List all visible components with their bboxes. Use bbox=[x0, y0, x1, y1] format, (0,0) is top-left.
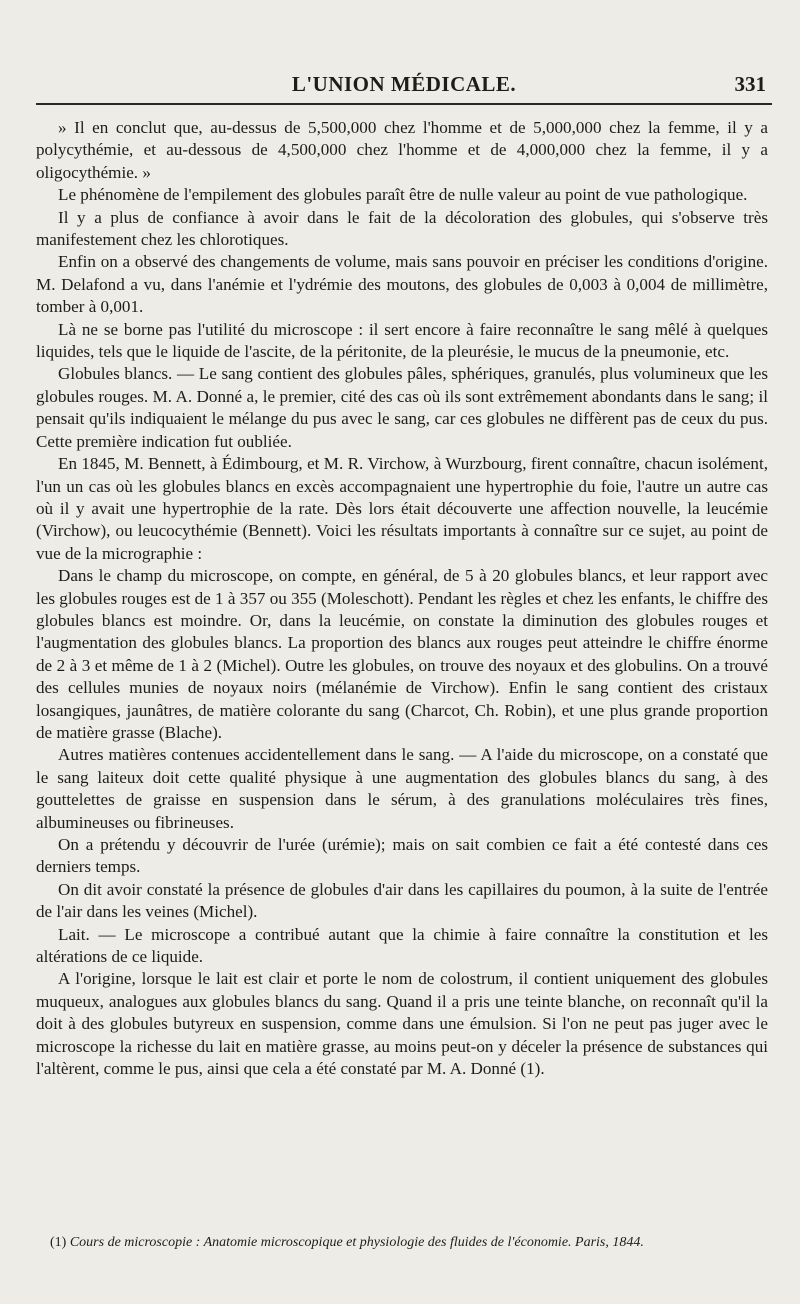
footnote-marker: (1) bbox=[50, 1235, 67, 1250]
body-text bbox=[36, 117, 768, 1080]
running-header bbox=[36, 72, 772, 102]
paragraph: Autres matières contenues accidentellement dans le sang. — A l'aide du microscope, on a constaté que le sang laiteux doit cette qualité physique à une augmentation des globules blancs du sang, à des gouttelettes de graisse en suspension dans le sérum, à des granulations moléculaires très fines, albumineuses ou fibrineuses. bbox=[36, 745, 768, 832]
journal-title: L'UNION MÉDICALE. bbox=[291, 72, 517, 96]
footnote bbox=[36, 1234, 768, 1252]
paragraph: Globules blancs. — Le sang contient des globules pâles, sphériques, granulés, plus volumineux que les globules rouges. M. A. Donné a, le premier, cité des cas où ils sont extrêmement abondants dans le sang; il pensait qu'ils indiquaient le mélange du pus avec le sang, car ces globules ne diffèrent pas de ceux du pus. Cette première indication fut oubliée. bbox=[36, 364, 768, 451]
paragraph: En 1845, M. Bennett, à Édimbourg, et M. R. Virchow, à Wurzbourg, firent connaître, chacun isolément, l'un un cas où les globules blancs en excès accompagnaient une hypertrophie du foie, l'autre un autre cas où il y avait une hypertrophie de la rate. Dès lors était découverte une affection nouvelle, la leucémie (Virchow), ou leucocythémie (Bennett). Voici les résultats importants à connaître sur ce sujet, au point de vue de la micrographie : bbox=[36, 454, 768, 563]
paragraph: On dit avoir constaté la présence de globules d'air dans les capillaires du poumon, à la suite de l'entrée de l'air dans les veines (Michel). bbox=[36, 879, 768, 922]
paragraph: Là ne se borne pas l'utilité du microscope : il sert encore à faire reconnaître le sang mêlé à quelques liquides, tels que le liquide de l'ascite, de la péritonite, de la pleurésie, le mucus de la pneumonie, etc. bbox=[36, 319, 768, 362]
paragraph: » Il en conclut que, au-dessus de 5,500,000 chez l'homme et de 5,000,000 chez la femme, il y a polycythémie, et au-dessous de 4,500,000 chez l'homme et de 4,000,000 chez la femme, il y a oligocythémie. » bbox=[36, 118, 768, 182]
paragraph: Enfin on a observé des changements de volume, mais sans pouvoir en préciser les conditions d'origine. M. Delafond a vu, dans l'anémie et l'ydrémie des moutons, des globules de 0,003 à 0,004 de millimètre, tomber à 0,001. bbox=[36, 252, 768, 317]
paragraph: Le phénomène de l'empilement des globules paraît être de nulle valeur au point de vue pathologique. bbox=[58, 185, 748, 205]
paragraph: On a prétendu y découvrir de l'urée (urémie); mais on sait combien ce fait a été contesté dans ces derniers temps. bbox=[36, 835, 768, 877]
page-number: 331 bbox=[734, 72, 766, 96]
footnotes bbox=[36, 1234, 768, 1252]
paragraph: Lait. — Le microscope a contribué autant que la chimie à faire connaître la constitution et les altérations de ce liquide. bbox=[36, 924, 768, 967]
footnote-text: Cours de microscopie : Anatomie microscopique et physiologie des fluides de l'économie. Paris, 1844. bbox=[69, 1235, 644, 1250]
paragraph: Il y a plus de confiance à avoir dans le fait de la décoloration des globules, qui s'observe très manifestement chez les chlorotiques. bbox=[36, 207, 768, 250]
paragraph: A l'origine, lorsque le lait est clair et porte le nom de colostrum, il contient uniquement des globules muqueux, analogues aux globules blancs du sang. Quand il a pris une teinte blanche, on reconnaît qu'il la doit à des globules butyreux en suspension, comme dans une émulsion. Si l'on ne peut pas juger avec le microscope la richesse du lait en matière grasse, au moins peut-on y déceler la présence de substances qui l'altèrent, comme le pus, ainsi que cela a été constaté par M. A. Donné (1). bbox=[36, 969, 768, 1079]
header-rule bbox=[36, 103, 772, 105]
paragraph: Dans le champ du microscope, on compte, en général, de 5 à 20 globules blancs, et leur rapport avec les globules rouges est de 1 à 357 ou 355 (Moleschott). Pendant les règles et chez les enfants, le chiffre des globules blancs est moindre. Or, dans la leucémie, on constate la diminution des globules rouges et l'augmentation des globules blancs. La proportion des blancs aux rouges peut atteindre le chiffre énorme de 2 à 3 et même de 1 à 2 (Michel). Outre les globules, on trouve des noyaux et des globulins. On a trouvé des cellules munies de noyaux noirs (mélanémie de Virchow). Enfin le sang contient des cristaux losangiques, jaunâtres, de matière colorante du sang (Charcot, Ch. Robin), et une plus grande proportion de matière grasse (Blache). bbox=[36, 566, 768, 742]
